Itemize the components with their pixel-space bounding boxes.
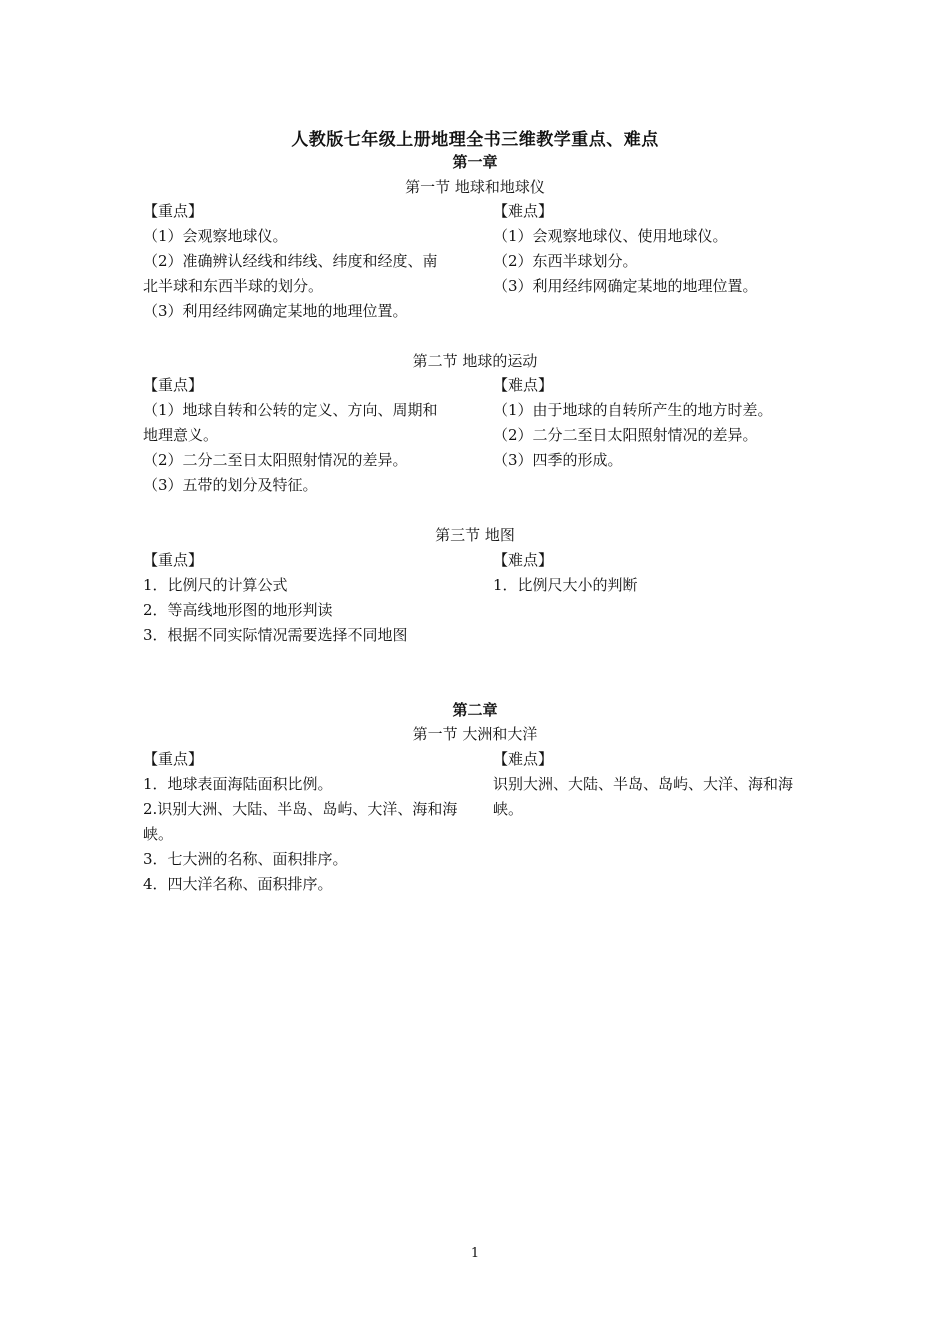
- difficult-points-label: 【难点】: [493, 202, 554, 220]
- chapter-2-title: 第二章: [452, 701, 498, 719]
- key-point-line: 地理意义。: [143, 426, 219, 444]
- page-number: 1: [470, 1246, 480, 1261]
- difficult-point-line: （3）四季的形成。: [493, 451, 623, 469]
- key-point-line: （1）会观察地球仪。: [143, 227, 288, 245]
- difficult-point-line: （3）利用经纬网确定某地的地理位置。: [493, 277, 758, 295]
- key-points-label: 【重点】: [143, 202, 204, 220]
- difficult-points-label: 【难点】: [493, 750, 554, 768]
- key-points-column: [143, 747, 473, 897]
- difficult-points-column: [493, 199, 823, 299]
- key-point-line: 2．等高线地形图的地形判读: [143, 601, 333, 619]
- key-points-label: 【重点】: [143, 376, 204, 394]
- section-title: 第一节 大洲和大洋: [412, 725, 538, 743]
- difficult-point-line: （1）由于地球的自转所产生的地方时差。: [493, 401, 773, 419]
- difficult-point-line: （2）二分二至日太阳照射情况的差异。: [493, 426, 758, 444]
- difficult-point-line: 识别大洲、大陆、半岛、岛屿、大洋、海和海: [493, 775, 794, 793]
- key-point-line: （1）地球自转和公转的定义、方向、周期和: [143, 401, 438, 419]
- difficult-points-label: 【难点】: [493, 551, 554, 569]
- key-point-line: 4．四大洋名称、面积排序。: [143, 875, 333, 893]
- difficult-point-line: 1．比例尺大小的判断: [493, 576, 638, 594]
- difficult-points-label: 【难点】: [493, 376, 554, 394]
- chapter-1-title: 第一章: [452, 153, 498, 171]
- key-point-line: （2）二分二至日太阳照射情况的差异。: [143, 451, 408, 469]
- key-point-line: 峡。: [143, 825, 174, 843]
- document-title: 人教版七年级上册地理全书三维教学重点、难点: [291, 130, 659, 150]
- difficult-points-column: [493, 548, 823, 598]
- key-point-line: 1．地球表面海陆面积比例。: [143, 775, 333, 793]
- key-point-line: （3）五带的划分及特征。: [143, 476, 318, 494]
- key-points-column: [143, 373, 473, 498]
- difficult-point-line: （2）东西半球划分。: [493, 252, 638, 270]
- key-point-line: 3．根据不同实际情况需要选择不同地图: [143, 626, 408, 644]
- key-point-line: 3．七大洲的名称、面积排序。: [143, 850, 348, 868]
- key-point-line: （2）准确辨认经线和纬线、纬度和经度、南: [143, 252, 438, 270]
- section-title: 第一节 地球和地球仪: [405, 178, 545, 196]
- key-points-column: [143, 548, 473, 648]
- difficult-point-line: 峡。: [493, 800, 524, 818]
- difficult-points-column: [493, 373, 823, 473]
- difficult-point-line: （1）会观察地球仪、使用地球仪。: [493, 227, 728, 245]
- section-title: 第三节 地图: [435, 526, 515, 544]
- key-points-label: 【重点】: [143, 551, 204, 569]
- difficult-points-column: [493, 747, 823, 822]
- key-point-line: （3）利用经纬网确定某地的地理位置。: [143, 302, 408, 320]
- key-points-label: 【重点】: [143, 750, 204, 768]
- key-point-line: 北半球和东西半球的划分。: [143, 277, 324, 295]
- key-point-line: 2.识别大洲、大陆、半岛、岛屿、大洋、海和海: [143, 800, 458, 818]
- key-point-line: 1．比例尺的计算公式: [143, 576, 288, 594]
- section-title: 第二节 地球的运动: [412, 352, 538, 370]
- key-points-column: [143, 199, 473, 324]
